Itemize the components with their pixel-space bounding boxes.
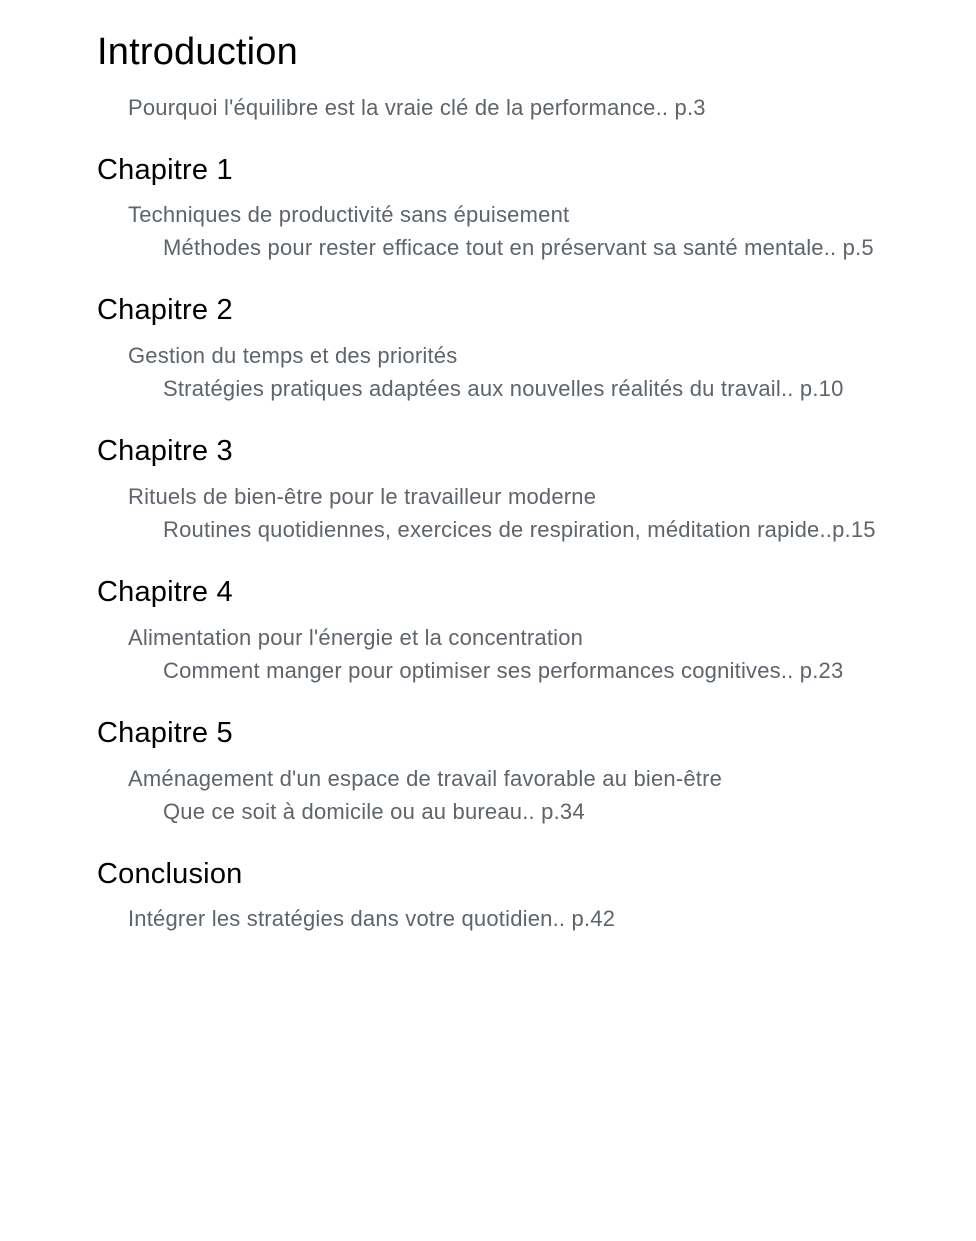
heading-introduction: Introduction — [97, 31, 298, 73]
toc-section-conclusion — [97, 857, 936, 935]
toc-section-chapitre-4 — [97, 575, 936, 686]
heading-chapitre-1: Chapitre 1 — [97, 153, 233, 186]
toc-entry[interactable]: Intégrer les stratégies dans votre quotidien.. p.42 — [128, 906, 616, 932]
heading-conclusion: Conclusion — [97, 857, 243, 890]
toc-entry[interactable]: Méthodes pour rester efficace tout en préservant sa santé mentale.. p.5 — [163, 235, 874, 261]
toc-section-chapitre-1 — [97, 153, 936, 264]
toc-entry[interactable]: Techniques de productivité sans épuisement — [128, 202, 570, 228]
toc-section-chapitre-3 — [97, 434, 936, 545]
heading-chapitre-2: Chapitre 2 — [97, 294, 233, 327]
toc-entry[interactable]: Stratégies pratiques adaptées aux nouvelles réalités du travail.. p.10 — [163, 376, 844, 402]
toc-section-chapitre-5 — [97, 716, 936, 827]
toc-entry[interactable]: Rituels de bien-être pour le travailleur moderne — [128, 483, 597, 509]
toc-entry[interactable]: Que ce soit à domicile ou au bureau.. p.34 — [163, 798, 585, 824]
toc-section-chapitre-2 — [97, 293, 936, 404]
toc-entry[interactable]: Aménagement d'un espace de travail favorable au bien-être — [128, 765, 723, 791]
toc-entry[interactable]: Alimentation pour l'énergie et la concentration — [128, 624, 584, 650]
toc-entry[interactable]: Gestion du temps et des priorités — [128, 343, 458, 369]
toc-entry[interactable]: Comment manger pour optimiser ses performances cognitives.. p.23 — [163, 657, 844, 683]
toc-entry[interactable]: Routines quotidiennes, exercices de respiration, méditation rapide..p.15 — [163, 516, 876, 542]
heading-chapitre-3: Chapitre 3 — [97, 435, 233, 468]
toc-entry[interactable]: Pourquoi l'équilibre est la vraie clé de la performance.. p.3 — [128, 94, 706, 120]
heading-chapitre-5: Chapitre 5 — [97, 716, 233, 749]
heading-chapitre-4: Chapitre 4 — [97, 575, 233, 608]
toc-section-introduction — [97, 30, 936, 123]
